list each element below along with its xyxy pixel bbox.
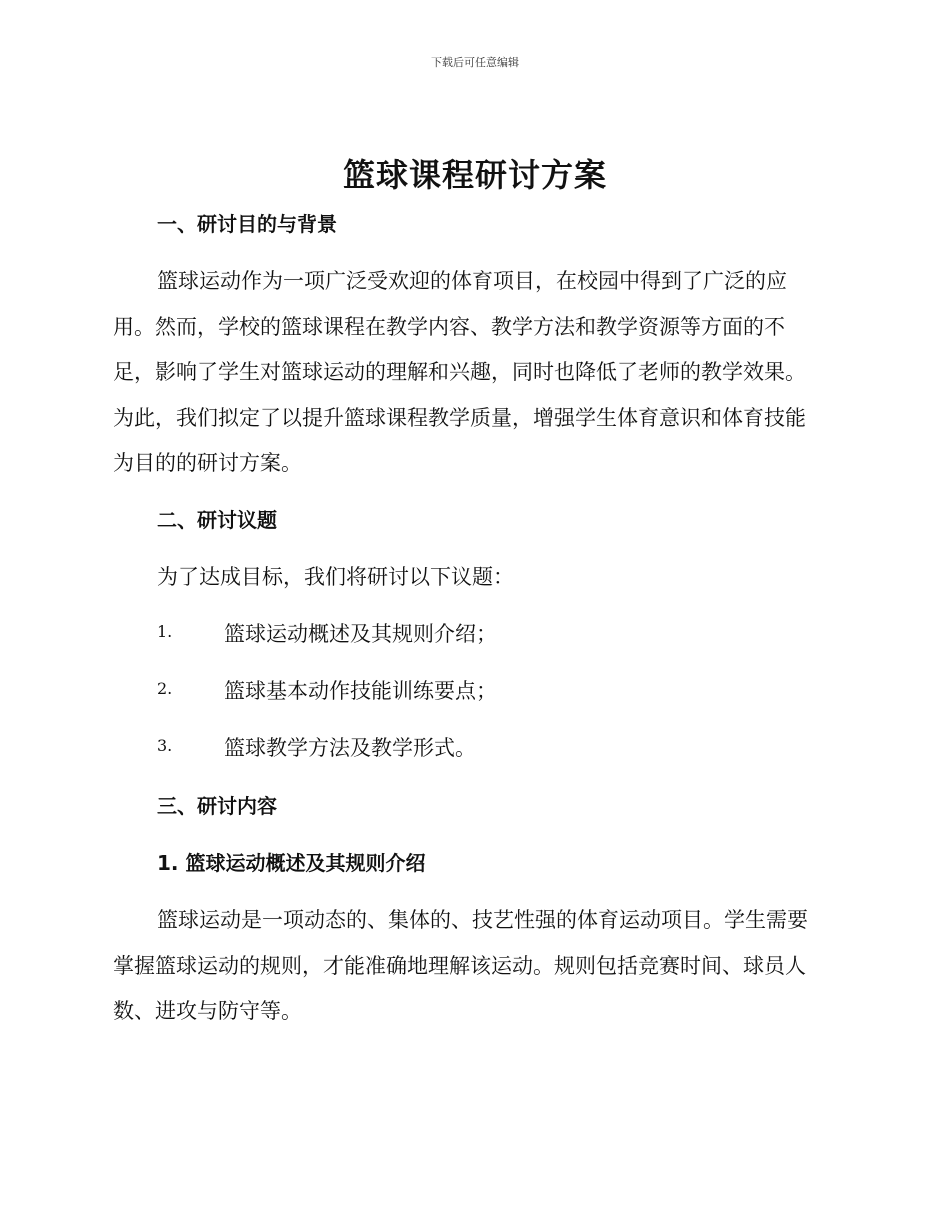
section-heading-purpose: 一、研讨目的与背景 [157,212,337,236]
paragraph-line: 篮球运动作为一项广泛受欢迎的体育项目，在校园中得到了广泛的应 [157,269,787,293]
paragraph-line: 数、进攻与防守等。 [113,999,302,1023]
paragraph-line: 篮球运动是一项动态的、集体的、技艺性强的体育运动项目。学生需要 [157,908,808,932]
list-item: 篮球基本动作技能训练要点； [224,679,497,703]
section-heading-topics: 二、研讨议题 [157,508,277,532]
paragraph-line: 为此，我们拟定了以提升篮球课程教学质量，增强学生体育意识和体育技能 [113,406,806,430]
list-item-number: 3. [157,736,173,755]
topics-intro: 为了达成目标，我们将研讨以下议题： [157,565,514,589]
subsection-heading: 1. 篮球运动概述及其规则介绍 [157,851,426,875]
paragraph-line: 用。然而，学校的篮球课程在教学内容、教学方法和教学资源等方面的不 [113,315,785,339]
list-item: 篮球运动概述及其规则介绍； [224,622,497,646]
section-heading-content: 三、研讨内容 [157,794,277,818]
paragraph-line: 为目的的研讨方案。 [113,451,302,475]
list-item: 篮球教学方法及教学形式。 [224,736,476,760]
list-item-number: 1. [157,622,173,641]
page-header-note: 下载后可任意编辑 [431,56,519,69]
document-title: 篮球课程研讨方案 [342,156,607,194]
list-item-number: 2. [157,679,173,698]
paragraph-line: 足，影响了学生对篮球运动的理解和兴趣，同时也降低了老师的教学效果。 [113,360,806,384]
paragraph-line: 掌握篮球运动的规则，才能准确地理解该运动。规则包括竞赛时间、球员人 [113,954,806,978]
